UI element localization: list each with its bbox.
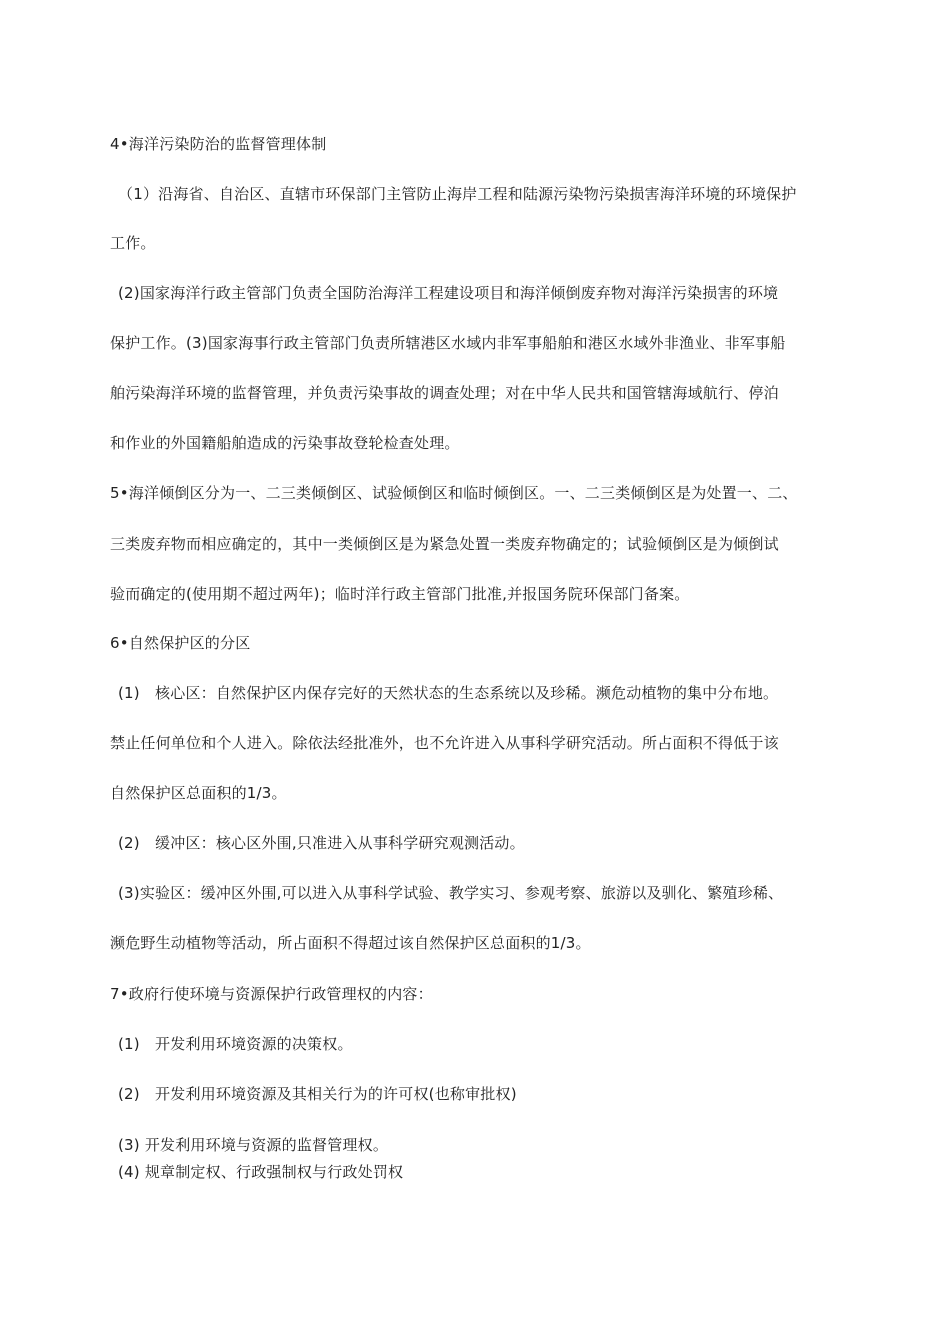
paragraph-line: 工作。: [110, 234, 156, 252]
section-7-heading: 7•政府行使环境与资源保护行政管理权的内容：: [110, 985, 433, 1003]
paragraph-line: 三类废弃物而相应确定的，其中一类倾倒区是为紧急处置一类废弃物确定的；试验倾倒区是为倾倒试: [110, 535, 779, 553]
list-item: (1) 核心区：自然保护区内保存完好的天然状态的生态系统以及珍稀。濒危动植物的集中分布地。: [118, 684, 779, 702]
paragraph-line: (2)国家海洋行政主管部门负责全国防治海洋工程建设项目和海洋倾倒废弃物对海洋污染损害的环境: [118, 284, 779, 302]
list-item: (4) 规章制定权、行政强制权与行政处罚权: [118, 1163, 404, 1181]
list-item: (1) 开发利用环境资源的决策权。: [118, 1035, 353, 1053]
paragraph-line: 自然保护区总面积的1/3。: [110, 784, 287, 802]
paragraph-line: 禁止任何单位和个人进入。除依法经批准外，也不允许进入从事科学研究活动。所占面积不得低于该: [110, 734, 779, 752]
paragraph-line: （1）沿海省、自治区、直辖市环保部门主管防止海岸工程和陆源污染物污染损害海洋环境的环境保护: [118, 185, 797, 203]
paragraph-line: 验而确定的(使用期不超过两年)；临时洋行政主管部门批准,并报国务院环保部门备案。: [110, 585, 690, 603]
list-item: (2) 开发利用环境资源及其相关行为的许可权(也称审批权): [118, 1085, 517, 1103]
section-6-heading: 6•自然保护区的分区: [110, 634, 251, 652]
paragraph-line: 舶污染海洋环境的监督管理，并负责污染事故的调查处理；对在中华人民共和国管辖海域航行、停泊: [110, 384, 779, 402]
paragraph-line: 濒危野生动植物等活动，所占面积不得超过该自然保护区总面积的1/3。: [110, 934, 591, 952]
list-item: (2) 缓冲区：核心区外围,只准进入从事科学研究观测活动。: [118, 834, 525, 852]
list-item: (3) 开发利用环境与资源的监督管理权。: [118, 1136, 389, 1154]
list-item: (3)实验区：缓冲区外围,可以进入从事科学试验、教学实习、参观考察、旅游以及驯化、繁殖珍稀、: [118, 884, 784, 902]
paragraph-line: 保护工作。(3)国家海事行政主管部门负责所辖港区水域内非军事船舶和港区水域外非渔业、非军事船: [110, 334, 786, 352]
section-5-paragraph: 5•海洋倾倒区分为一、二三类倾倒区、试验倾倒区和临时倾倒区。一、二三类倾倒区是为处置一、二、: [110, 484, 798, 502]
paragraph-line: 和作业的外国籍船舶造成的污染事故登轮检查处理。: [110, 434, 460, 452]
section-4-heading: 4•海洋污染防治的监督管理体制: [110, 135, 327, 153]
